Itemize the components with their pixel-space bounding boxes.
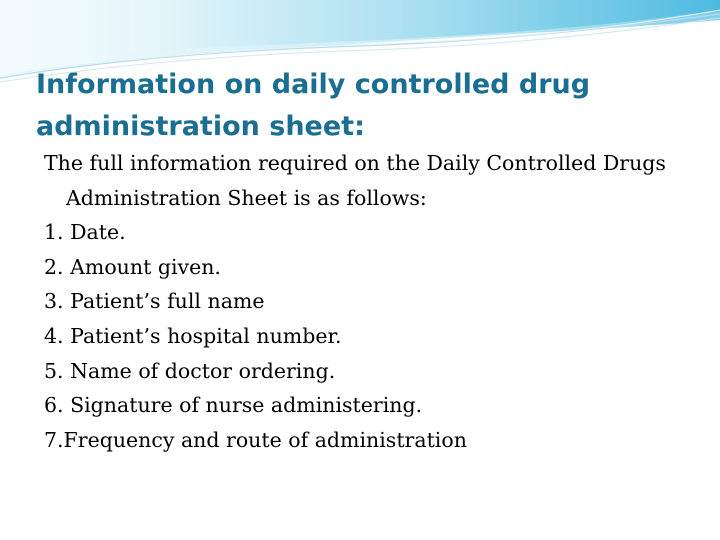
list-item: 1. Date. (44, 220, 126, 245)
slide-body (44, 146, 694, 457)
info-list (44, 215, 694, 457)
intro-text: The full information required on the Daily Controlled Drugs Administration Sheet is as follows: (44, 151, 666, 210)
list-item: 4. Patient’s hospital number. (44, 323, 342, 348)
list-item: 6. Signature of nurse administering. (44, 393, 423, 418)
list-item: 2. Amount given. (44, 254, 221, 279)
list-item: 3. Patient’s full name (44, 289, 265, 314)
slide-title: Information on daily controlled drug administration sheet: (36, 69, 591, 142)
list-item: 5. Name of doctor ordering. (44, 358, 336, 383)
list-item: 7.Frequency and route of administration (44, 427, 467, 452)
